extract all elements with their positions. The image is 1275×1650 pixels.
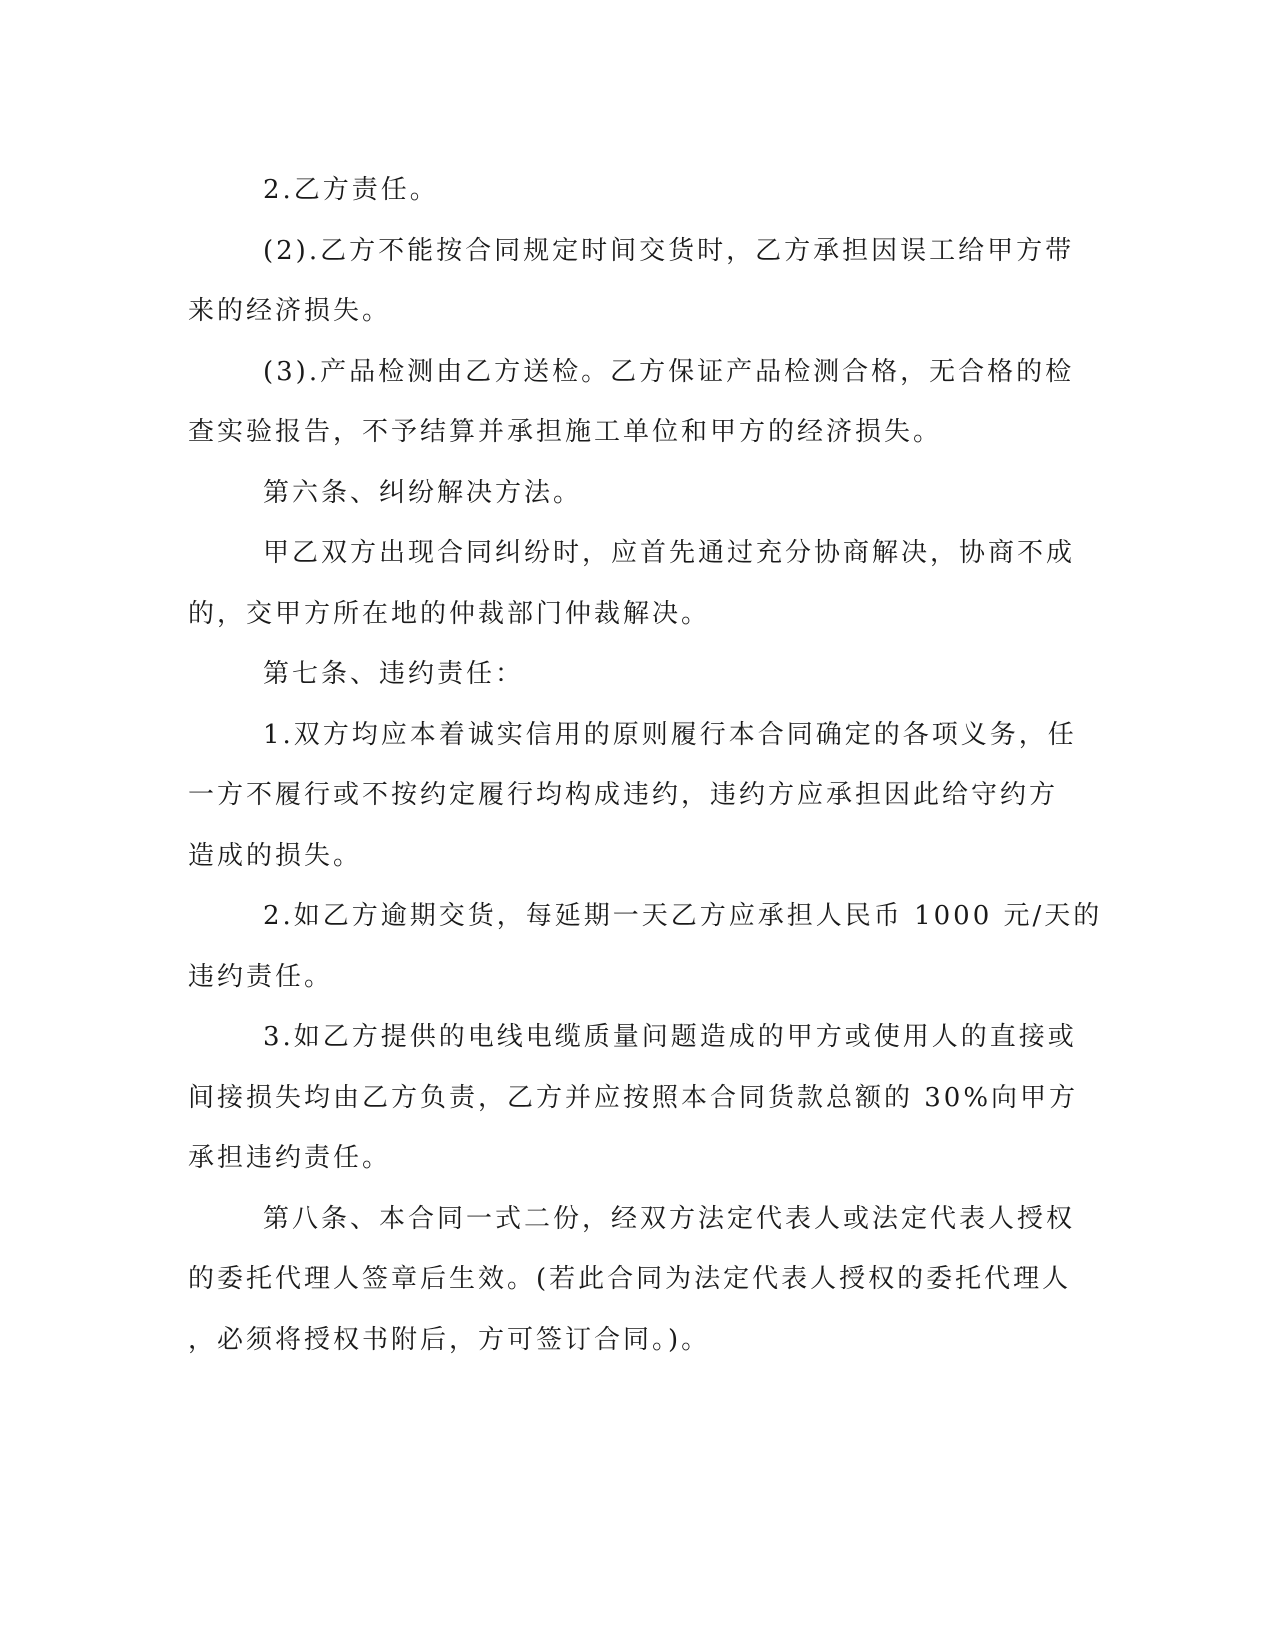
text-line: 甲乙双方出现合同纠纷时，应首先通过充分协商解决，协商不成 bbox=[263, 538, 1076, 568]
text-line: 2.如乙方逾期交货，每延期一天乙方应承担人民币 1000 元/天的 bbox=[263, 901, 1103, 931]
text-line: 来的经济损失。 bbox=[188, 296, 392, 326]
text-line: 间接损失均由乙方负责，乙方并应按照本合同货款总额的 30%向甲方 bbox=[188, 1082, 1079, 1113]
text-line: 查实验报告，不予结算并承担施工单位和甲方的经济损失。 bbox=[188, 417, 943, 447]
text-line: 3.如乙方提供的电线电缆质量问题造成的甲方或使用人的直接或 bbox=[263, 1022, 1077, 1052]
text-line: 承担违约责任。 bbox=[188, 1143, 392, 1173]
contract-text-block bbox=[188, 160, 1103, 1370]
text-line: 造成的损失。 bbox=[188, 840, 363, 871]
text-line: 的委托代理人签章后生效。(若此合同为法定代表人授权的委托代理人 bbox=[188, 1264, 1072, 1294]
text-line: 2.乙方责任。 bbox=[263, 175, 439, 205]
text-line: ，必须将授权书附后，方可签订合同。)。 bbox=[188, 1324, 711, 1355]
text-line: (2).乙方不能按合同规定时间交货时，乙方承担因误工给甲方带 bbox=[263, 235, 1075, 266]
text-line: (3).产品检测由乙方送检。乙方保证产品检测合格，无合格的检 bbox=[263, 356, 1075, 387]
text-line: 的，交甲方所在地的仲裁部门仲裁解决。 bbox=[188, 598, 711, 629]
text-line: 1.双方均应本着诚实信用的原则履行本合同确定的各项义务，任 bbox=[263, 719, 1077, 750]
section-heading: 第六条、纠纷解决方法。 bbox=[263, 477, 583, 508]
text-line: 违约责任。 bbox=[188, 961, 334, 992]
section-heading: 第七条、违约责任： bbox=[263, 659, 525, 689]
text-line: 一方不履行或不按约定履行均构成违约，违约方应承担因此给守约方 bbox=[188, 780, 1059, 810]
section-heading: 第八条、本合同一式二份，经双方法定代表人或法定代表人授权 bbox=[263, 1203, 1076, 1234]
